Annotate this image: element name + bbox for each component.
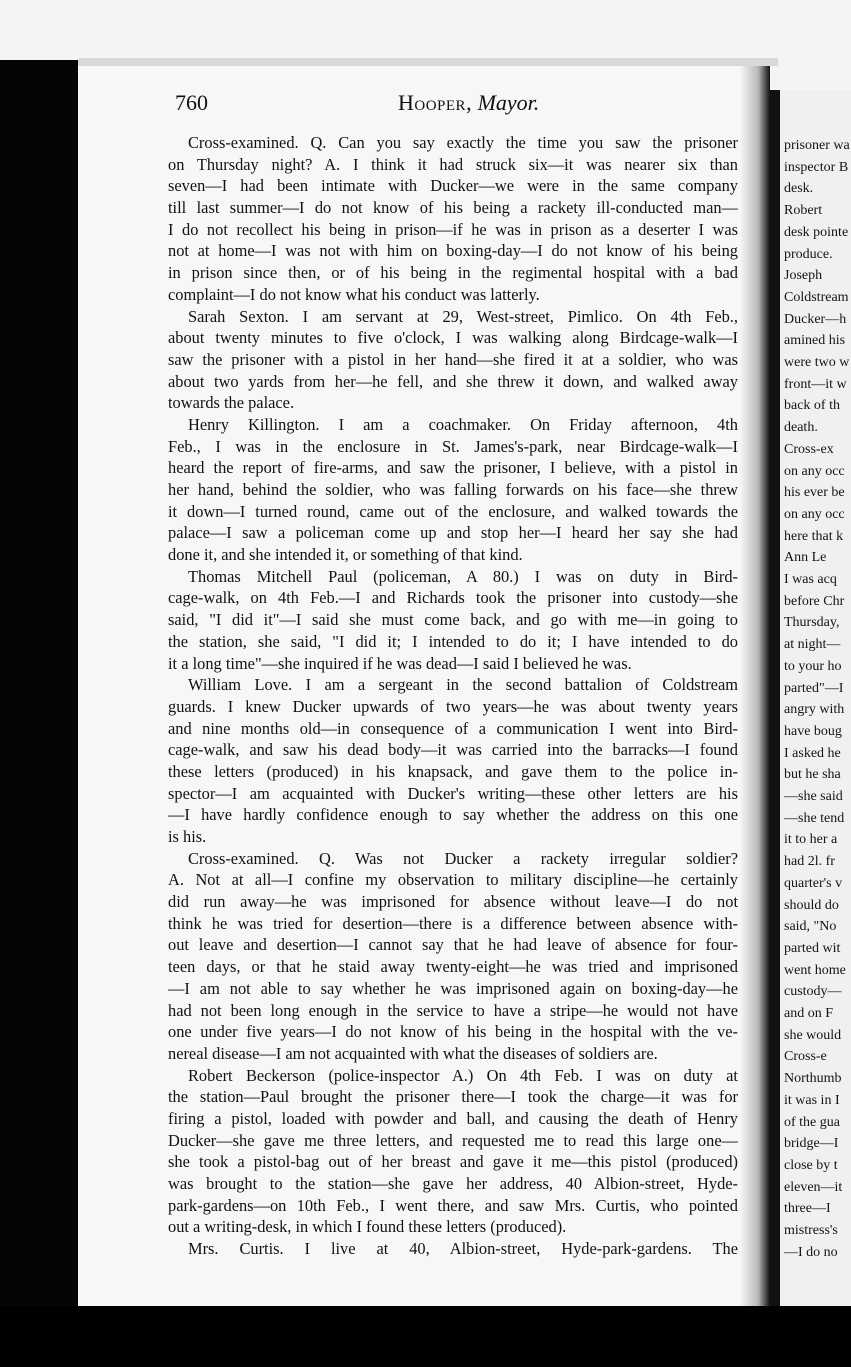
facing-page-line: custody—: [784, 984, 842, 1000]
facing-page-line: Cross-e: [784, 1049, 827, 1065]
facing-page-line: of the gua: [784, 1114, 840, 1130]
text-line: had not been long enough in the service to have a stripe—he would not have: [168, 1000, 738, 1020]
facing-page-line: —she tend: [784, 810, 845, 826]
facing-page-line: eleven—it: [784, 1179, 843, 1195]
facing-page-line: here that k: [784, 528, 844, 544]
text-line: William Love. I am a sergeant in the second battalion of Coldstream: [188, 675, 738, 695]
page-header: [0, 90, 770, 116]
text-line: was brought to the station—she gave her address, 40 Albion-street, Hyde-: [168, 1174, 738, 1193]
text-line: teen days, or that he staid away twenty-eight—he was tried and imprisoned: [168, 957, 738, 977]
text-line: on Thursday night? A. I think it had struck six—it was nearer six than: [168, 154, 738, 174]
facing-page-line: but he sha: [784, 767, 841, 783]
text-line: her hand, behind the soldier, who was falling forwards on his face—she threw: [168, 480, 738, 499]
facing-page-line: angry with: [784, 702, 845, 718]
text-line: done it, and she intended it, or something of that kind.: [168, 545, 523, 565]
facing-page: [770, 90, 851, 1306]
facing-page-line: mistress's: [784, 1223, 838, 1238]
text-line: it down—I turned round, came out of the enclosure, and walked towards the: [168, 501, 738, 521]
text-line: about twenty minutes to five o'clock, I was walking along Birdcage-walk—I: [168, 328, 738, 348]
text-line: spector—I am acquainted with Ducker's writing—these other letters are his: [168, 783, 738, 803]
text-line: one under five years—I do not know of his being in the hospital with the ve-: [168, 1022, 738, 1042]
text-line: is his.: [168, 827, 207, 846]
facing-page-line: to your ho: [784, 658, 842, 674]
facing-page-line: death.: [784, 420, 818, 436]
facing-page-line: I was acq: [784, 572, 837, 587]
running-head: [398, 90, 539, 116]
text-line: Ducker—she gave me three letters, and requested me to read this large one—: [168, 1130, 738, 1150]
facing-page-line: went home: [784, 962, 846, 978]
facing-page-line: I asked he: [784, 745, 841, 761]
text-line: the station, she said, "I did it; I intended to do it; I have intended to do: [168, 631, 738, 651]
bottom-scan-border: [0, 1306, 851, 1367]
text-line: palace—I saw a policeman come up and stop her—I heard her say she had: [168, 523, 738, 543]
facing-page-line: Cross-ex: [784, 441, 834, 457]
text-line: out a writing-desk, in which I found these letters (produced).: [168, 1217, 567, 1237]
text-line: towards the palace.: [168, 393, 295, 413]
text-line: park-gardens—on 10th Feb., I went there, and saw Mrs. Curtis, who pointed: [168, 1195, 738, 1215]
text-line: out leave and desertion—I cannot say that he had leave of absence for four-: [168, 935, 738, 955]
facing-page-line: it was in I: [784, 1092, 840, 1108]
facing-page-line: parted"—I: [784, 680, 844, 696]
facing-page-line: inspector B: [784, 159, 849, 175]
page-top-edge: [78, 58, 778, 66]
text-line: cage-walk, and saw his dead body—it was carried into the barracks—I found: [168, 740, 738, 760]
facing-page-line: at night—: [784, 637, 841, 653]
text-line: firing a pistol, loaded with powder and ball, and causing the death of Henry: [168, 1108, 738, 1128]
facing-page-line: prisoner wa: [784, 138, 850, 153]
facing-page-line: Joseph: [784, 268, 823, 284]
facing-page-line: should do: [784, 897, 839, 913]
facing-page-line: his ever be: [784, 485, 845, 501]
text-line: nereal disease—I am not acquainted with what the diseases of soldiers are.: [168, 1043, 658, 1063]
text-line: Cross-examined. Q. Can you say exactly the time you saw the prisoner: [188, 133, 738, 152]
facing-page-line: said, "No: [784, 919, 837, 935]
text-line: —I have hardly confidence enough to say whether the address on this one: [168, 805, 738, 825]
body-text: [168, 132, 738, 1260]
facing-page-line: were two w: [784, 355, 850, 370]
facing-page-line: desk pointe: [784, 224, 849, 240]
running-head-name: Hooper,: [398, 90, 473, 115]
text-line: cage-walk, on 4th Feb.—I and Richards took the prisoner into custody—she: [168, 588, 738, 608]
text-line: seven—I had been intimate with Ducker—we were in the same company: [168, 176, 738, 196]
facing-page-line: quarter's v: [784, 875, 843, 891]
text-line: A. Not at all—I confine my observation to military discipline—he certainly: [168, 870, 738, 890]
text-line: she took a pistol-bag out of her breast and gave it me—this pistol (produced): [168, 1152, 738, 1172]
facing-page-line: have boug: [784, 723, 842, 739]
facing-page-line: parted wit: [784, 940, 841, 956]
facing-page-line: Ann Le: [784, 550, 827, 566]
text-line: saw the prisoner with a pistol in her hand—she fired it at a soldier, who was: [168, 349, 738, 369]
facing-page-line: Thursday,: [784, 615, 840, 631]
text-line: till last summer—I do not know of his being a rackety ill-conducted man—: [168, 198, 738, 218]
facing-page-line: she would: [784, 1027, 842, 1043]
text-line: heard the report of fire-arms, and saw the prisoner, I believe, with a pistol in: [168, 458, 738, 478]
facing-page-line: on any occ: [784, 506, 845, 522]
facing-page-line: produce.: [784, 246, 833, 262]
text-line: Robert Beckerson (police-inspector A.) On 4th Feb. I was on duty at: [188, 1065, 738, 1085]
facing-page-line: had 2l. fr: [784, 854, 835, 870]
facing-page-line: —I do no: [784, 1244, 838, 1260]
left-scan-shadow: [0, 60, 78, 1367]
facing-page-line: desk.: [784, 181, 814, 197]
text-line: guards. I knew Ducker upwards of two years—he was about twenty years: [168, 696, 738, 716]
facing-page-line: Coldstream: [784, 289, 849, 305]
facing-page-line: back of th: [784, 398, 840, 414]
text-line: Thomas Mitchell Paul (policeman, A 80.) I was on duty in Bird-: [188, 566, 738, 586]
facing-page-line: bridge—I: [784, 1136, 839, 1152]
facing-page-line: Robert: [784, 203, 823, 219]
facing-page-line: and on F: [784, 1006, 833, 1021]
book-spine: [770, 90, 780, 1306]
text-line: Henry Killington. I am a coachmaker. On Friday afternoon, 4th: [188, 414, 738, 434]
text-line: think he was tried for desertion—there is a difference between absence with-: [168, 913, 738, 933]
facing-page-line: Northumb: [784, 1071, 842, 1087]
facing-page-line: it to her a: [784, 832, 838, 848]
text-line: the station—Paul brought the prisoner there—I took the charge—it was for: [168, 1087, 738, 1107]
facing-page-line: —she said: [784, 789, 843, 804]
page-number: 760: [175, 90, 208, 115]
text-line: it a long time"—she inquired if he was dead—I said I believed he was.: [168, 653, 632, 673]
text-line: these letters (produced) in his knapsack, and gave them to the police in-: [168, 761, 738, 781]
text-line: said, "I did it"—I said she must come back, and go with me—in going to: [168, 610, 738, 630]
running-head-title: Mayor.: [477, 90, 540, 115]
facing-page-line: close by t: [784, 1157, 838, 1173]
text-line: Cross-examined. Q. Was not Ducker a rackety irregular soldier?: [188, 848, 738, 868]
text-line: about two yards from her—he fell, and she threw it down, and walked away: [168, 371, 738, 391]
facing-page-line: three—I: [784, 1201, 831, 1217]
facing-page-line: on any occ: [784, 463, 845, 479]
facing-page-line: before Chr: [784, 593, 845, 609]
facing-page-line: front—it w: [784, 376, 847, 392]
text-line: Feb., I was in the enclosure in St. James's-park, near Birdcage-walk—I: [168, 436, 738, 456]
text-line: —I am not able to say whether he was imprisoned again on boxing-day—he: [168, 978, 738, 998]
text-line: did run away—he was imprisoned for absence without leave—I do not: [168, 892, 738, 912]
text-line: Mrs. Curtis. I live at 40, Albion-street, Hyde-park-gardens. The: [188, 1239, 738, 1259]
text-line: in prison since then, or of his being in the regimental hospital with a bad: [168, 263, 738, 283]
text-line: and nine months old—in consequence of a communication I went into Bird-: [168, 718, 738, 738]
facing-page-line: Ducker—h: [784, 311, 847, 327]
book-gutter: [740, 66, 770, 1306]
text-line: complaint—I do not know what his conduct was latterly.: [168, 284, 540, 304]
text-line: I do not recollect his being in prison—if he was in prison as a deserter I was: [168, 219, 738, 239]
text-line: Sarah Sexton. I am servant at 29, West-street, Pimlico. On 4th Feb.,: [188, 306, 738, 326]
facing-page-line: amined his: [784, 333, 846, 349]
text-line: not at home—I was not with him on boxing-day—I do not know of his being: [168, 241, 738, 261]
